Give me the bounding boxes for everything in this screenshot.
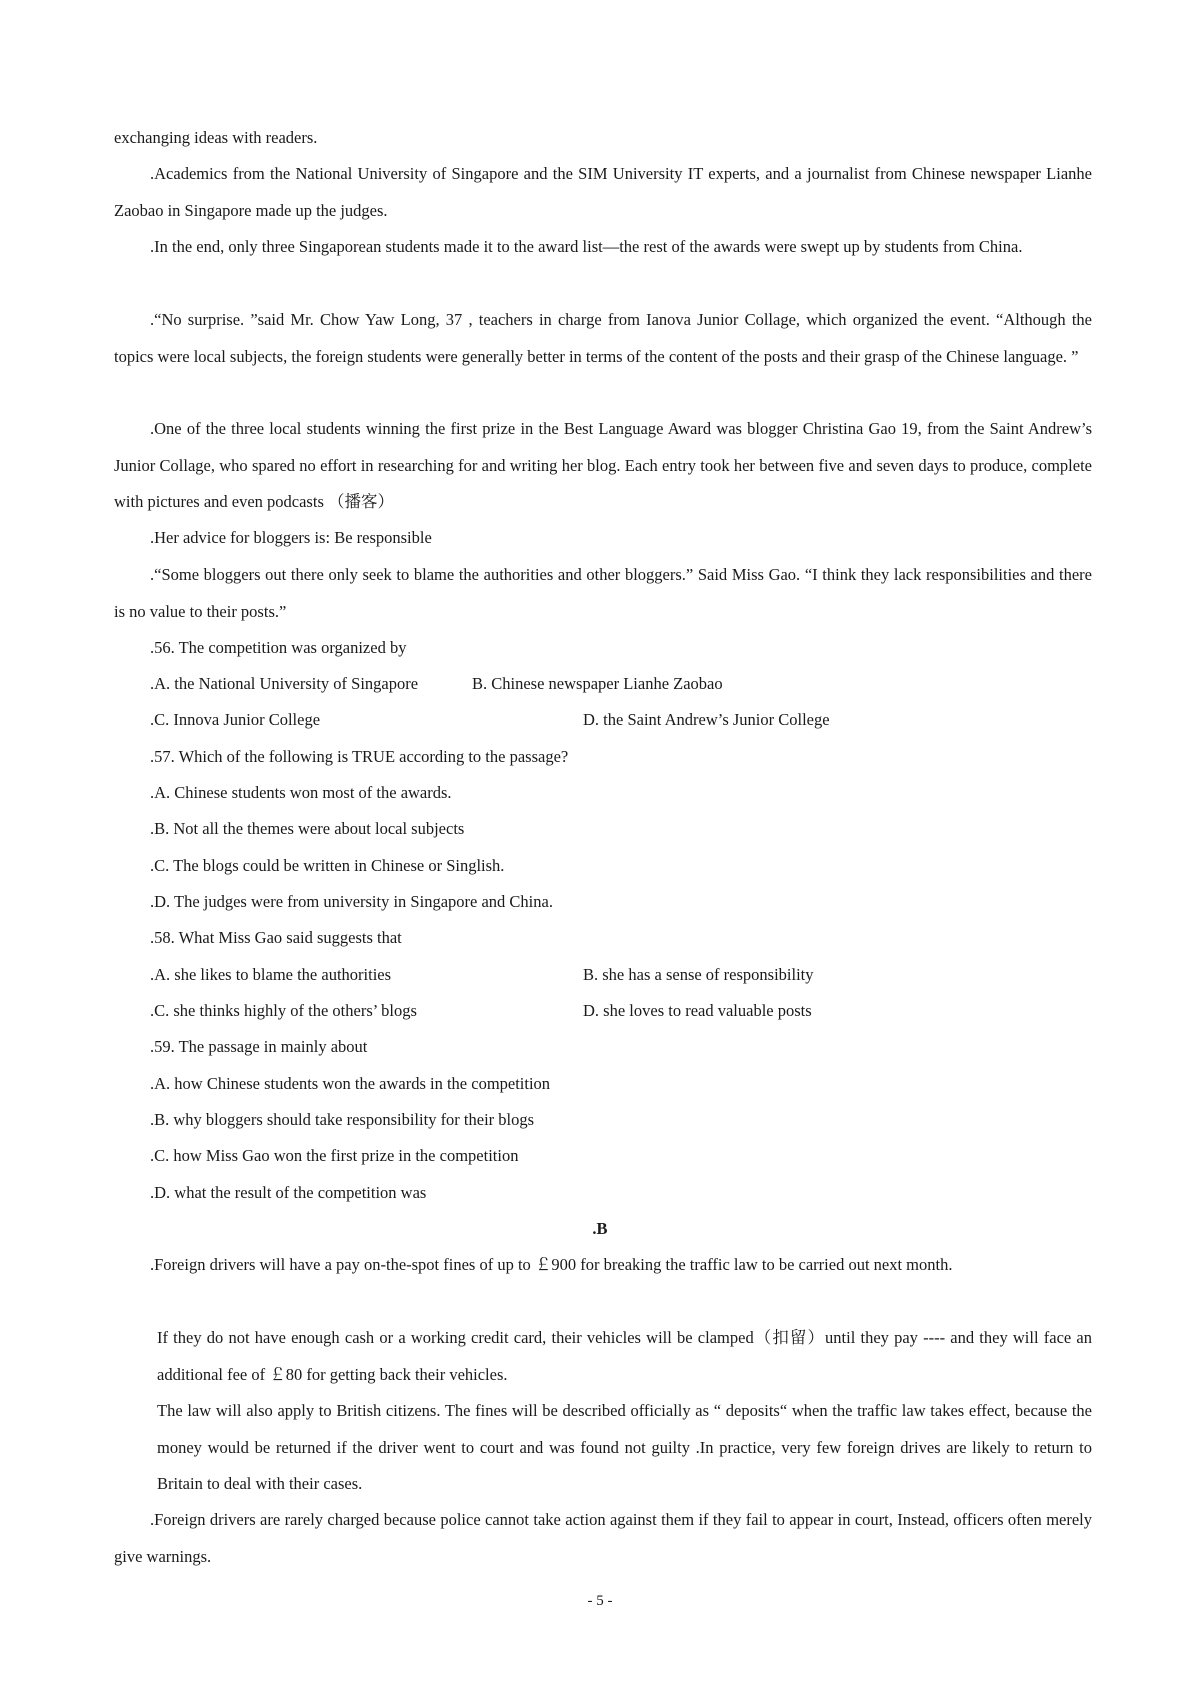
section-b-heading: .B (592, 1219, 608, 1238)
question-56-option-b: B. Chinese newspaper Lianhe Zaobao (472, 674, 723, 693)
question-59-stem: .59. The passage in mainly about (150, 1037, 368, 1056)
question-56-option-d: D. the Saint Andrew’s Junior College (583, 710, 830, 729)
passage-b-paragraph-2: If they do not have enough cash or a working credit card, their vehicles will be clamped（扣留）until they pay ---- and they will face an additional fee of ￡80 for getting back their vehicles. (157, 1328, 1092, 1384)
passage-b-paragraph-1: .Foreign drivers will have a pay on-the-spot fines of up to ￡900 for breaking the traffic law to be carried out next month. (150, 1255, 953, 1274)
passage-b-paragraph-4: .Foreign drivers are rarely charged because police cannot take action against them if they fail to appear in court, Instead, officers often merely give warnings. (114, 1510, 1092, 1566)
question-57-option-c: .C. The blogs could be written in Chinese or Singlish. (150, 856, 505, 875)
passage-b-paragraph-3: The law will also apply to British citizens. The fines will be described officially as “ deposits“ when the traffic law takes effect, because the money would be returned if the driver went to court and was found not guilty .In practice, very few foreign drives are likely to return to Britain to deal with their cases. (157, 1401, 1092, 1493)
passage-a-paragraph-3: .“No surprise. ”said Mr. Chow Yaw Long, 37 , teachers in charge from Ianova Junior Collage, which organized the event. “Although the topics were local subjects, the foreign students were generally better in terms of the content of the posts and their grasp of the Chinese language. ” (114, 310, 1092, 366)
passage-a-paragraph-4: .One of the three local students winning the first prize in the Best Language Award was blogger Christina Gao 19, from the Saint Andrew’s Junior Collage, who spared no effort in researching for and writing her blog. Each entry took her between five and seven days to produce, complete with pictures and even podcasts （播客） (114, 419, 1092, 511)
question-59-option-a: .A. how Chinese students won the awards in the competition (150, 1074, 551, 1093)
passage-a-paragraph-5: .Her advice for bloggers is: Be responsible (150, 528, 432, 547)
passage-a-paragraph-2: .In the end, only three Singaporean students made it to the award list—the rest of the awards were swept up by students from China. (150, 237, 1023, 256)
passage-a-paragraph-0: exchanging ideas with readers. (114, 128, 318, 147)
passage-a-paragraph-6: .“Some bloggers out there only seek to blame the authorities and other bloggers.” Said Miss Gao. “I think they lack responsibilities and there is no value to their posts.” (114, 565, 1092, 621)
question-58-option-c: .C. she thinks highly of the others’ blogs (150, 1001, 417, 1020)
question-56-stem: .56. The competition was organized by (150, 638, 407, 657)
page-number: - 5 - (587, 1593, 613, 1609)
question-57-stem: .57. Which of the following is TRUE according to the passage? (150, 747, 569, 766)
question-57-option-b: .B. Not all the themes were about local subjects (150, 819, 465, 838)
question-58-option-d: D. she loves to read valuable posts (583, 1001, 812, 1020)
question-59-option-b: .B. why bloggers should take responsibility for their blogs (150, 1110, 535, 1129)
question-56-option-a: .A. the National University of Singapore (150, 674, 419, 693)
question-56-option-c: .C. Innova Junior College (150, 710, 321, 729)
passage-a-paragraph-1: .Academics from the National University of Singapore and the SIM University IT experts, and a journalist from Chinese newspaper Lianhe Zaobao in Singapore made up the judges. (114, 164, 1092, 220)
question-58-option-b: B. she has a sense of responsibility (583, 965, 814, 984)
question-58-option-a: .A. she likes to blame the authorities (150, 965, 392, 984)
question-59-option-c: .C. how Miss Gao won the first prize in the competition (150, 1146, 519, 1165)
question-57-option-d: .D. The judges were from university in Singapore and China. (150, 892, 553, 911)
question-59-option-d: .D. what the result of the competition was (150, 1183, 427, 1202)
question-57-option-a: .A. Chinese students won most of the awards. (150, 783, 452, 802)
question-58-stem: .58. What Miss Gao said suggests that (150, 928, 402, 947)
